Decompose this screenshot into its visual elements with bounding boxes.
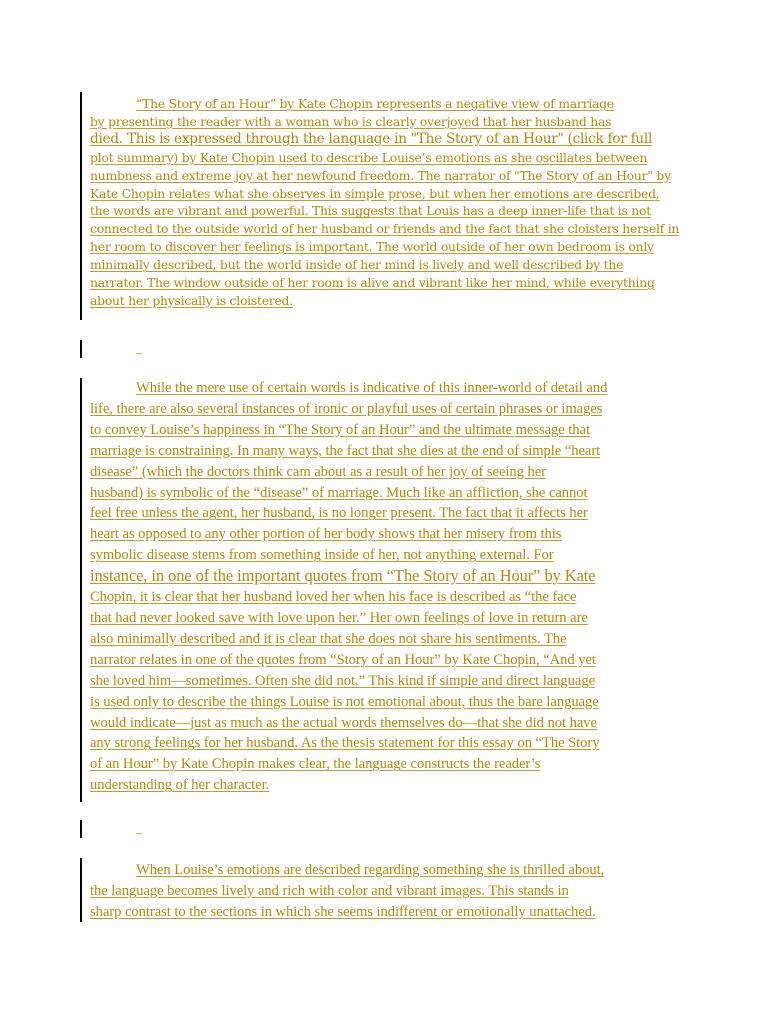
text-line: is used only to describe the things Louise is not emotional about, thus the bare language <box>90 693 599 710</box>
text-line: marriage is constraining. In many ways, the fact that she dies at the end of simple “heart <box>90 442 601 459</box>
paragraph-2 <box>90 378 690 796</box>
paragraph-3 <box>90 860 690 923</box>
text-line: minimally described, but the world inside of her mind is lively and well described by the <box>90 257 624 273</box>
text-line: Kate Chopin relates what she observes in simple prose, but when her emotions are described, <box>90 185 660 201</box>
paragraph-separator: _ <box>136 340 143 355</box>
change-bar <box>80 378 82 802</box>
text-line: numbness and extreme joy at her newfound freedom. The narrator of "The Story of an Hour" by <box>90 167 671 183</box>
change-bar <box>80 858 82 922</box>
text-line: connected to the outside world of her husband or friends and the fact that she cloisters herself in <box>90 221 680 237</box>
text-line: Chopin, it is clear that her husband loved her when his face is described as “the face <box>90 589 577 606</box>
text-line: narrator. The window outside of her room is alive and vibrant like her mind, while everything <box>90 275 655 291</box>
text-line: instance, in one of the important quotes from “The Story of an Hour” by Kate <box>90 566 596 586</box>
text-line: that had never looked save with love upon her.” Her own feelings of love in return are <box>90 609 588 626</box>
text-line: husband) is symbolic of the “disease” of marriage. Much like an affliction, she cannot <box>90 484 588 501</box>
paragraph-separator: _ <box>136 820 143 835</box>
text-line: also minimally described and it is clear that she does not share his sentiments. The <box>90 630 567 647</box>
paragraph-1 <box>90 95 690 310</box>
text-line: “The Story of an Hour” by Kate Chopin represents a negative view of marriage <box>136 96 614 111</box>
change-bar <box>80 820 82 838</box>
text-line: to convey Louise’s happiness in “The Story of an Hour” and the ultimate message that <box>90 421 590 438</box>
text-line: the words are vibrant and powerful. This suggests that Louis has a deep inner-life that is not <box>90 203 651 219</box>
text-line: narrator relates in one of the quotes from “Story of an Hour” by Kate Chopin, “And yet <box>90 651 596 668</box>
text-line: life, there are also several instances of ironic or playful uses of certain phrases or images <box>90 400 603 417</box>
text-line: disease” (which the doctors think cam about as a result of her joy of seeing her <box>90 463 546 480</box>
text-line: feel free unless the agent, her husband, is no longer present. The fact that it affects her <box>90 505 588 522</box>
text-line: sharp contrast to the sections in which she seems indifferent or emotionally unattached. <box>90 903 596 920</box>
text-line: her room to discover her feelings is important. The world outside of her own bedroom is only <box>90 239 654 255</box>
text-line: heart as opposed to any other portion of her body shows that her misery from this <box>90 526 562 543</box>
text-line: would indicate—just as much as the actual words themselves do—that she did not have <box>90 714 597 731</box>
text-line: plot summary) by Kate Chopin used to describe Louise’s emotions as she oscillates between <box>90 149 648 165</box>
text-line: symbolic disease stems from something inside of her, not anything external. For <box>90 547 554 564</box>
text-line: While the mere use of certain words is indicative of this inner-world of detail and <box>136 380 608 396</box>
text-line: by presenting the reader with a woman who is clearly overjoyed that her husband has <box>90 113 612 129</box>
text-line: about her physically is cloistered. <box>90 292 293 308</box>
text-line: any strong feelings for her husband. As the thesis statement for this essay on “The Story <box>90 735 600 752</box>
text-line: died. This is expressed through the language in "The Story of an Hour" (click for full <box>90 130 653 147</box>
text-line: of an Hour” by Kate Chopin makes clear, the language constructs the reader’s <box>90 756 541 773</box>
text-line: When Louise’s emotions are described regarding something she is thrilled about, <box>136 862 605 878</box>
text-line: understanding of her character. <box>90 777 270 794</box>
text-line: the language becomes lively and rich with color and vibrant images. This stands in <box>90 882 569 899</box>
text-line: she loved him—sometimes. Often she did not.” This kind if simple and direct language <box>90 672 596 689</box>
change-bar <box>80 340 82 358</box>
change-bar <box>80 92 82 320</box>
